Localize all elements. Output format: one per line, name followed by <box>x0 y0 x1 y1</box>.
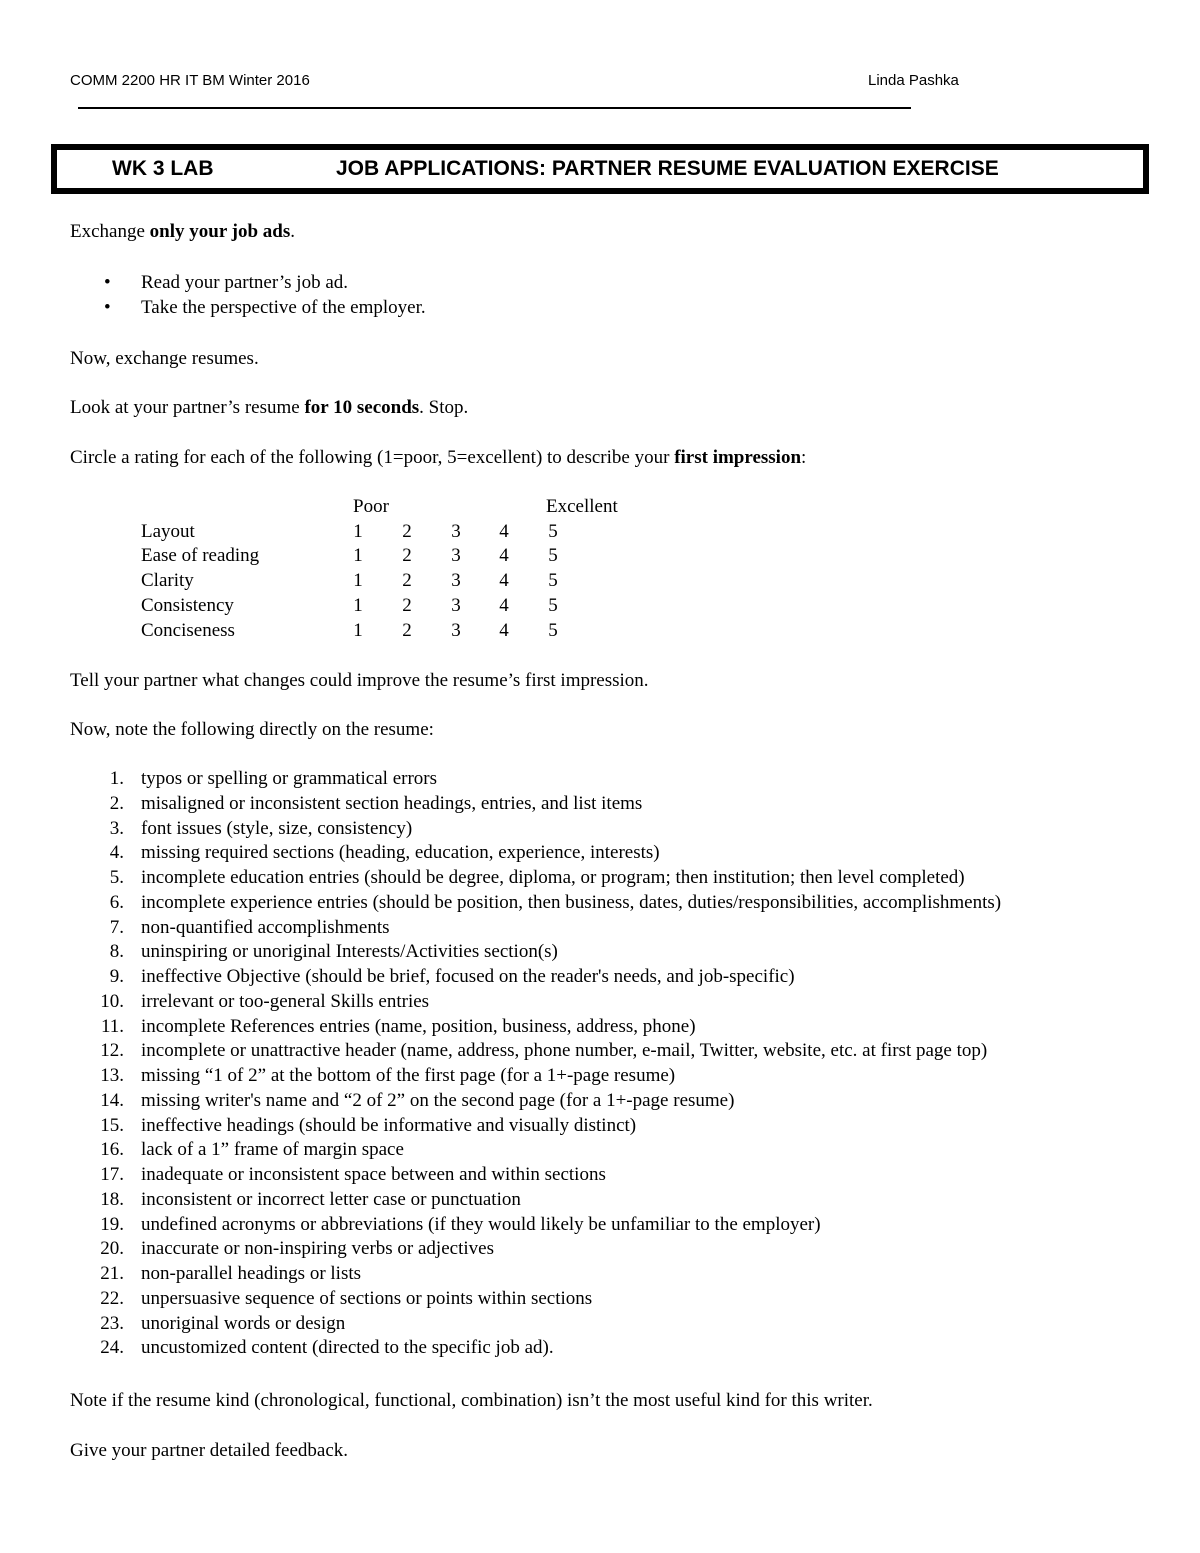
rating-row-label: Ease of reading <box>141 545 260 566</box>
rating-option[interactable]: 3 <box>451 545 461 566</box>
bullet-item: Read your partner’s job ad. <box>141 272 349 293</box>
checklist-number: 4. <box>109 842 124 863</box>
checklist-number: 12. <box>100 1040 124 1061</box>
course-header: COMM 2200 HR IT BM Winter 2016 <box>70 72 310 89</box>
circle-suffix: : <box>801 447 807 468</box>
exchange-resumes: Now, exchange resumes. <box>70 348 259 369</box>
checklist-number: 1. <box>109 768 124 789</box>
rating-option[interactable]: 5 <box>548 545 558 566</box>
checklist-number: 24. <box>100 1337 124 1358</box>
excellent-label: Excellent <box>546 496 618 517</box>
checklist-item: inaccurate or non-inspiring verbs or adjectives <box>141 1238 494 1259</box>
checklist-item: non-quantified accomplishments <box>141 917 390 938</box>
checklist-item: unoriginal words or design <box>141 1313 346 1334</box>
look-bold: for 10 seconds <box>304 397 420 418</box>
checklist-number: 14. <box>100 1090 124 1111</box>
checklist <box>0 768 1200 1368</box>
checklist-number: 8. <box>109 941 124 962</box>
rating-option[interactable]: 1 <box>353 521 363 542</box>
rating-row-label: Consistency <box>141 595 234 616</box>
rating-option[interactable]: 3 <box>451 620 461 641</box>
checklist-number: 15. <box>100 1115 124 1136</box>
checklist-item: incomplete experience entries (should be position, then business, dates, duties/responsibilities, accomplishments) <box>141 892 1002 913</box>
rating-option[interactable]: 1 <box>353 545 363 566</box>
rating-option[interactable]: 3 <box>451 595 461 616</box>
rating-option[interactable]: 2 <box>402 545 412 566</box>
rating-row-label: Clarity <box>141 570 194 591</box>
checklist-item: irrelevant or too-general Skills entries <box>141 991 430 1012</box>
checklist-item: ineffective Objective (should be brief, focused on the reader's needs, and job-specific) <box>141 966 795 987</box>
circle-prefix: Circle a rating for each of the following (1=poor, 5=excellent) to describe your <box>70 447 675 468</box>
bullet-icon: • <box>104 272 111 293</box>
header-divider <box>78 107 911 109</box>
rating-row-label: Conciseness <box>141 620 235 641</box>
checklist-number: 21. <box>100 1263 124 1284</box>
checklist-item: incomplete or unattractive header (name, address, phone number, e-mail, Twitter, website, etc. at first page top) <box>141 1040 988 1061</box>
checklist-item: incomplete education entries (should be degree, diploma, or program; then institution; then level completed) <box>141 867 965 888</box>
checklist-number: 20. <box>100 1238 124 1259</box>
checklist-item: missing required sections (heading, education, experience, interests) <box>141 842 660 863</box>
rating-option[interactable]: 3 <box>451 570 461 591</box>
rating-option[interactable]: 4 <box>499 521 509 542</box>
rating-option[interactable]: 5 <box>548 570 558 591</box>
exchange-bold: only your job ads <box>149 221 291 242</box>
rating-option[interactable]: 2 <box>402 595 412 616</box>
circle-bold: first impression <box>674 447 802 468</box>
checklist-item: ineffective headings (should be informative and visually distinct) <box>141 1115 637 1136</box>
checklist-number: 13. <box>100 1065 124 1086</box>
tell-partner: Tell your partner what changes could improve the resume’s first impression. <box>70 670 649 691</box>
checklist-number: 19. <box>100 1214 124 1235</box>
rating-option[interactable]: 5 <box>548 620 558 641</box>
checklist-item: unpersuasive sequence of sections or points within sections <box>141 1288 593 1309</box>
look-instruction <box>70 397 468 419</box>
checklist-item: uninspiring or unoriginal Interests/Activities section(s) <box>141 941 558 962</box>
rating-option[interactable]: 3 <box>451 521 461 542</box>
rating-option[interactable]: 5 <box>548 595 558 616</box>
rating-option[interactable]: 1 <box>353 595 363 616</box>
checklist-item: non-parallel headings or lists <box>141 1263 362 1284</box>
checklist-number: 16. <box>100 1139 124 1160</box>
page-title: JOB APPLICATIONS: PARTNER RESUME EVALUATION EXERCISE <box>336 157 999 180</box>
checklist-item: incomplete References entries (name, position, business, address, phone) <box>141 1016 696 1037</box>
checklist-number: 7. <box>109 917 124 938</box>
checklist-item: font issues (style, size, consistency) <box>141 818 413 839</box>
rating-option[interactable]: 2 <box>402 521 412 542</box>
rating-option[interactable]: 4 <box>499 545 509 566</box>
checklist-number: 5. <box>109 867 124 888</box>
rating-option[interactable]: 4 <box>499 595 509 616</box>
checklist-number: 2. <box>109 793 124 814</box>
checklist-item: missing “1 of 2” at the bottom of the first page (for a 1+-page resume) <box>141 1065 676 1086</box>
checklist-item: inconsistent or incorrect letter case or punctuation <box>141 1189 521 1210</box>
look-prefix: Look at your partner’s resume <box>70 397 305 418</box>
checklist-item: missing writer's name and “2 of 2” on the second page (for a 1+-page resume) <box>141 1090 735 1111</box>
circle-instruction <box>70 447 806 469</box>
rating-option[interactable]: 5 <box>548 521 558 542</box>
checklist-item: lack of a 1” frame of margin space <box>141 1139 404 1160</box>
rating-row-label: Layout <box>141 521 195 542</box>
poor-label: Poor <box>353 496 389 517</box>
note-kind: Note if the resume kind (chronological, functional, combination) isn’t the most useful kind for this writer. <box>70 1390 873 1411</box>
exchange-prefix: Exchange <box>70 221 150 242</box>
exchange-instruction <box>70 221 295 243</box>
checklist-number: 23. <box>100 1313 124 1334</box>
checklist-item: typos or spelling or grammatical errors <box>141 768 438 789</box>
rating-option[interactable]: 1 <box>353 570 363 591</box>
bullet-icon: • <box>104 297 111 318</box>
rating-option[interactable]: 1 <box>353 620 363 641</box>
checklist-number: 18. <box>100 1189 124 1210</box>
checklist-item: inadequate or inconsistent space between and within sections <box>141 1164 606 1185</box>
checklist-number: 11. <box>100 1016 124 1037</box>
look-suffix: . Stop. <box>419 397 469 418</box>
checklist-number: 10. <box>100 991 124 1012</box>
rating-option[interactable]: 4 <box>499 570 509 591</box>
checklist-number: 3. <box>109 818 124 839</box>
exchange-suffix: . <box>290 221 296 242</box>
checklist-number: 22. <box>100 1288 124 1309</box>
checklist-item: uncustomized content (directed to the specific job ad). <box>141 1337 554 1358</box>
checklist-number: 17. <box>100 1164 124 1185</box>
checklist-item: misaligned or inconsistent section headings, entries, and list items <box>141 793 643 814</box>
bullet-item: Take the perspective of the employer. <box>141 297 426 318</box>
author-name: Linda Pashka <box>868 72 959 89</box>
feedback-instruction: Give your partner detailed feedback. <box>70 1440 349 1461</box>
rating-option[interactable]: 2 <box>402 570 412 591</box>
lab-label: WK 3 LAB <box>112 157 214 180</box>
checklist-number: 6. <box>109 892 124 913</box>
checklist-number: 9. <box>109 966 124 987</box>
rating-option[interactable]: 4 <box>499 620 509 641</box>
rating-option[interactable]: 2 <box>402 620 412 641</box>
note-intro: Now, note the following directly on the resume: <box>70 719 434 740</box>
checklist-item: undefined acronyms or abbreviations (if they would likely be unfamiliar to the employer) <box>141 1214 821 1235</box>
